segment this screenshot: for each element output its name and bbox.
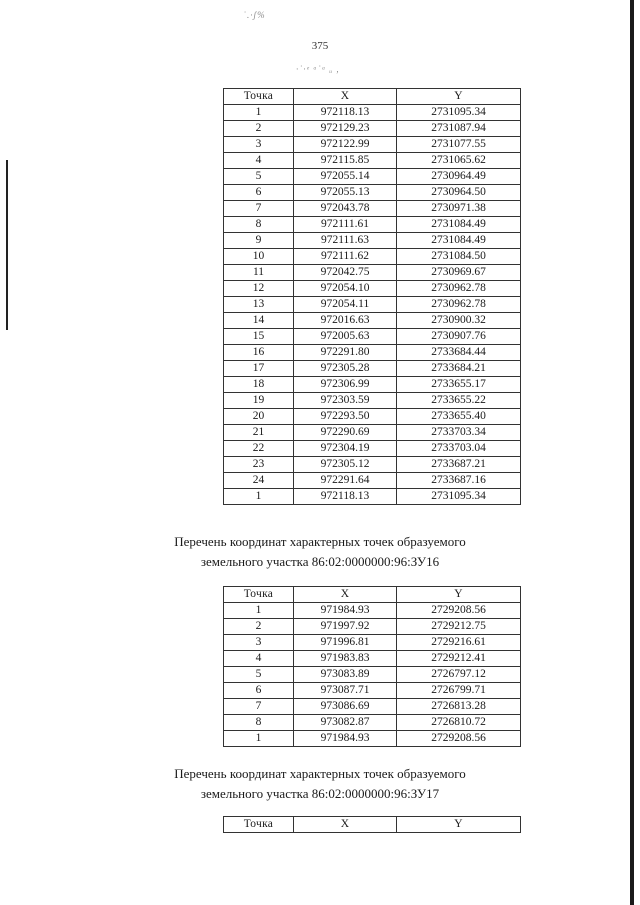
table-row [224, 361, 521, 377]
cell-x: 972118.13 [294, 105, 397, 121]
table-row [224, 137, 521, 153]
table-row [224, 217, 521, 233]
caption-line-2: земельного участка 86:02:0000000:96:ЗУ16 [200, 554, 440, 569]
cell-y: 2730964.49 [397, 169, 521, 185]
table-row [224, 105, 521, 121]
table-row [224, 329, 521, 345]
table-header-row [224, 587, 521, 603]
cell-x: 972054.11 [294, 297, 397, 313]
cell-x: 972111.62 [294, 249, 397, 265]
cell-y: 2726797.12 [397, 667, 521, 683]
cell-point: 22 [224, 441, 294, 457]
cell-x: 971997.92 [294, 619, 397, 635]
column-header-x: X [294, 817, 397, 833]
cell-x: 973087.71 [294, 683, 397, 699]
cell-point: 18 [224, 377, 294, 393]
table-row [224, 651, 521, 667]
scan-mark-top: ˙.·ʃ% [243, 10, 266, 20]
cell-point: 20 [224, 409, 294, 425]
cell-point: 15 [224, 329, 294, 345]
cell-point: 23 [224, 457, 294, 473]
cell-y: 2726810.72 [397, 715, 521, 731]
cell-y: 2733684.44 [397, 345, 521, 361]
column-header-point: Точка [224, 587, 294, 603]
table-row [224, 425, 521, 441]
column-header-y: Y [397, 817, 521, 833]
scan-edge-left [6, 160, 8, 330]
table-row [224, 121, 521, 137]
cell-x: 972054.10 [294, 281, 397, 297]
cell-x: 972129.23 [294, 121, 397, 137]
column-header-point: Точка [224, 817, 294, 833]
cell-y: 2729212.41 [397, 651, 521, 667]
cell-y: 2733687.21 [397, 457, 521, 473]
cell-y: 2731084.49 [397, 217, 521, 233]
cell-y: 2730907.76 [397, 329, 521, 345]
cell-point: 17 [224, 361, 294, 377]
cell-x: 972306.99 [294, 377, 397, 393]
cell-point: 1 [224, 603, 294, 619]
caption-line-1: Перечень координат характерных точек образуемого [174, 534, 466, 549]
cell-x: 972290.69 [294, 425, 397, 441]
cell-x: 972055.14 [294, 169, 397, 185]
table-row [224, 313, 521, 329]
cell-x: 973086.69 [294, 699, 397, 715]
cell-y: 2731084.50 [397, 249, 521, 265]
cell-y: 2730962.78 [397, 297, 521, 313]
table-row [224, 603, 521, 619]
page-number: 375 [311, 40, 329, 52]
table-caption-zu16 [0, 532, 640, 572]
table-caption-zu17 [0, 764, 640, 804]
column-header-point: Точка [224, 89, 294, 105]
cell-y: 2733655.17 [397, 377, 521, 393]
cell-point: 13 [224, 297, 294, 313]
table-row [224, 297, 521, 313]
cell-point: 4 [224, 153, 294, 169]
table-row [224, 409, 521, 425]
cell-x: 972305.12 [294, 457, 397, 473]
scan-mark-under-number: ·˙·ᵉ ᵃ˙ᵃ ᵤ , [296, 64, 340, 74]
cell-point: 7 [224, 201, 294, 217]
cell-point: 11 [224, 265, 294, 281]
cell-y: 2731087.94 [397, 121, 521, 137]
table-header-row [224, 817, 521, 833]
table-row [224, 185, 521, 201]
cell-y: 2726813.28 [397, 699, 521, 715]
caption-line-2: земельного участка 86:02:0000000:96:ЗУ17 [200, 786, 440, 801]
table-row [224, 731, 521, 747]
cell-point: 1 [224, 489, 294, 505]
column-header-x: X [294, 89, 397, 105]
table-row [224, 457, 521, 473]
cell-x: 972122.99 [294, 137, 397, 153]
cell-point: 3 [224, 635, 294, 651]
cell-point: 14 [224, 313, 294, 329]
cell-x: 972042.75 [294, 265, 397, 281]
table-row [224, 377, 521, 393]
table-row [224, 699, 521, 715]
table-row [224, 153, 521, 169]
cell-y: 2730969.67 [397, 265, 521, 281]
cell-y: 2733703.34 [397, 425, 521, 441]
table-row [224, 265, 521, 281]
table-row [224, 233, 521, 249]
cell-x: 972303.59 [294, 393, 397, 409]
cell-point: 1 [224, 731, 294, 747]
cell-x: 972118.13 [294, 489, 397, 505]
cell-point: 9 [224, 233, 294, 249]
cell-y: 2726799.71 [397, 683, 521, 699]
cell-y: 2729212.75 [397, 619, 521, 635]
table-row [224, 715, 521, 731]
cell-point: 4 [224, 651, 294, 667]
cell-x: 972055.13 [294, 185, 397, 201]
cell-x: 973083.89 [294, 667, 397, 683]
coordinates-table-2 [223, 586, 521, 747]
cell-y: 2731095.34 [397, 105, 521, 121]
cell-x: 971996.81 [294, 635, 397, 651]
cell-y: 2729208.56 [397, 731, 521, 747]
coordinates-table-1 [223, 88, 521, 505]
cell-x: 971983.83 [294, 651, 397, 667]
cell-x: 972115.85 [294, 153, 397, 169]
coordinates-table-3 [223, 816, 521, 833]
table-row [224, 635, 521, 651]
cell-y: 2730971.38 [397, 201, 521, 217]
cell-x: 972304.19 [294, 441, 397, 457]
cell-point: 5 [224, 169, 294, 185]
cell-y: 2730900.32 [397, 313, 521, 329]
table-row [224, 489, 521, 505]
cell-y: 2733684.21 [397, 361, 521, 377]
cell-point: 2 [224, 121, 294, 137]
table-row [224, 441, 521, 457]
cell-point: 10 [224, 249, 294, 265]
cell-y: 2730964.50 [397, 185, 521, 201]
cell-y: 2731065.62 [397, 153, 521, 169]
column-header-x: X [294, 587, 397, 603]
cell-y: 2731095.34 [397, 489, 521, 505]
cell-x: 972111.63 [294, 233, 397, 249]
cell-x: 972305.28 [294, 361, 397, 377]
cell-point: 6 [224, 683, 294, 699]
cell-point: 24 [224, 473, 294, 489]
cell-x: 972005.63 [294, 329, 397, 345]
table-row [224, 683, 521, 699]
cell-y: 2733655.40 [397, 409, 521, 425]
cell-point: 6 [224, 185, 294, 201]
table-row [224, 281, 521, 297]
cell-point: 7 [224, 699, 294, 715]
table-row [224, 667, 521, 683]
cell-x: 972016.63 [294, 313, 397, 329]
cell-x: 972291.80 [294, 345, 397, 361]
cell-point: 19 [224, 393, 294, 409]
cell-y: 2731077.55 [397, 137, 521, 153]
cell-y: 2733687.16 [397, 473, 521, 489]
cell-point: 16 [224, 345, 294, 361]
column-header-y: Y [397, 89, 521, 105]
cell-x: 973082.87 [294, 715, 397, 731]
table-row [224, 473, 521, 489]
cell-x: 972291.64 [294, 473, 397, 489]
cell-point: 5 [224, 667, 294, 683]
cell-point: 8 [224, 217, 294, 233]
cell-point: 21 [224, 425, 294, 441]
cell-x: 971984.93 [294, 731, 397, 747]
caption-line-1: Перечень координат характерных точек образуемого [174, 766, 466, 781]
table-header-row [224, 89, 521, 105]
cell-x: 972111.61 [294, 217, 397, 233]
cell-y: 2733655.22 [397, 393, 521, 409]
cell-y: 2730962.78 [397, 281, 521, 297]
cell-point: 2 [224, 619, 294, 635]
cell-x: 971984.93 [294, 603, 397, 619]
cell-y: 2729208.56 [397, 603, 521, 619]
table-row [224, 201, 521, 217]
column-header-y: Y [397, 587, 521, 603]
cell-point: 12 [224, 281, 294, 297]
cell-x: 972293.50 [294, 409, 397, 425]
cell-y: 2733703.04 [397, 441, 521, 457]
cell-point: 1 [224, 105, 294, 121]
cell-point: 8 [224, 715, 294, 731]
table-row [224, 345, 521, 361]
table-row [224, 393, 521, 409]
table-row [224, 169, 521, 185]
table-row [224, 619, 521, 635]
cell-point: 3 [224, 137, 294, 153]
cell-y: 2731084.49 [397, 233, 521, 249]
cell-x: 972043.78 [294, 201, 397, 217]
cell-y: 2729216.61 [397, 635, 521, 651]
table-row [224, 249, 521, 265]
